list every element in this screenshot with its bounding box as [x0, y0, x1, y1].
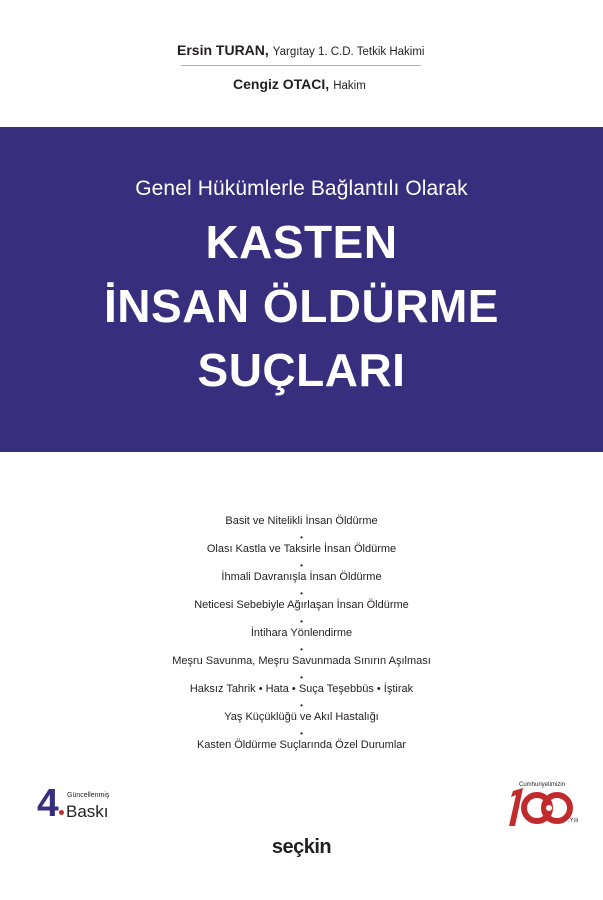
book-title-line-1: KASTEN	[205, 216, 398, 268]
edition-number: 4	[37, 782, 58, 825]
author-name-2: Cengiz OTACI,	[233, 76, 330, 92]
book-title-line-2: İNSAN ÖLDÜRME	[104, 280, 499, 332]
centenary-badge	[499, 782, 581, 832]
author-name-1: Ersin TURAN,	[177, 42, 269, 58]
topic-separator: •	[300, 533, 303, 542]
author-line-2	[233, 76, 366, 94]
topic-item: Kasten Öldürme Suçlarında Özel Durumlar	[196, 739, 407, 751]
topic-separator: •	[300, 729, 303, 738]
author-line-1	[177, 42, 424, 60]
author-role-2: Hakim	[333, 80, 366, 92]
centenary-label: Cumhuriyetimizin	[519, 782, 566, 788]
topic-separator: •	[300, 645, 303, 654]
topic-separator: •	[300, 589, 303, 598]
edition-dot	[59, 810, 64, 815]
topic-separator: •	[300, 673, 303, 682]
topic-item: İhmali Davranışla İnsan Öldürme	[221, 571, 382, 583]
book-subtitle: Genel Hükümlerle Bağlantılı Olarak	[135, 177, 468, 200]
topic-item: Neticesi Sebebiyle Ağırlaşan İnsan Öldürme	[194, 599, 409, 611]
topic-item: Haksız Tahrik • Hata • Suça Teşebbüs • İştirak	[189, 683, 414, 695]
edition-note: Güncellenmiş	[67, 792, 110, 799]
author-role-1: Yargıtay 1. C.D. Tetkik Hakimi	[272, 46, 425, 58]
centenary-suffix: .Yılı	[568, 818, 579, 824]
topic-separator: •	[300, 617, 303, 626]
topic-item: Meşru Savunma, Meşru Savunmada Sınırın Aşılması	[172, 655, 431, 667]
author-divider	[181, 65, 421, 66]
topic-item: Yaş Küçüklüğü ve Akıl Hastalığı	[224, 711, 379, 723]
title-band	[0, 127, 603, 452]
topic-separator: •	[300, 701, 303, 710]
topic-item: İntihara Yönlendirme	[250, 627, 353, 639]
topic-separator: •	[300, 561, 303, 570]
book-title-line-3: SUÇLARI	[197, 344, 406, 396]
topic-item: Olası Kastla ve Taksirle İnsan Öldürme	[206, 543, 397, 555]
centenary-100-logo	[499, 782, 581, 832]
topic-item: Basit ve Nitelikli İnsan Öldürme	[225, 515, 378, 527]
edition-label: Baskı	[66, 802, 109, 821]
publisher-logo: seçkin	[271, 836, 332, 858]
